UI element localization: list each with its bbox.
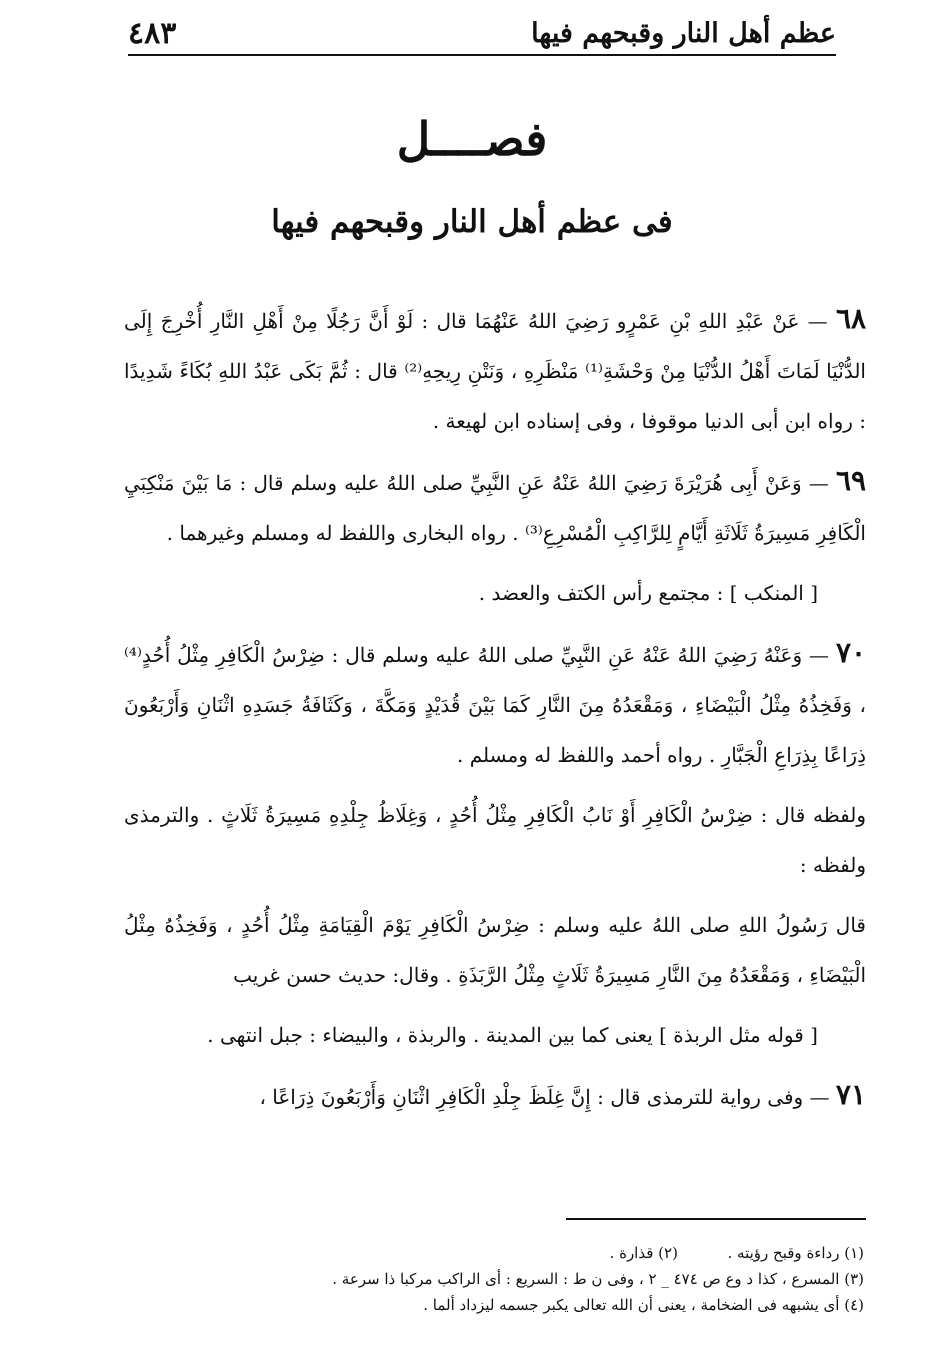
hadith-number: ٧٠ (835, 636, 867, 669)
page-number: ٤٨٣ (128, 16, 177, 51)
footnote-1: (١) رداءة وقبح رؤيته . (727, 1244, 864, 1262)
running-title: عظم أهل النار وقبحهم فيها (531, 18, 836, 49)
hadith-number: ٦٨ (835, 302, 867, 335)
hadith-text: — وَعَنْ أَبِى هُرَيْرَةَ رَضِيَ اللهُ عَنْهُ عَنِ النَّبِيِّ صلى اللهُ عليه وسلم قال : مَا بَيْنَ مَنْكِبَيِ الْكَافِرِ مَسِيرَةُ ثَلَاثَةِ أَيَّامٍ لِلرَّاكِبِ الْمُسْرِعِ⁽³⁾ . رواه البخارى واللفظ له ومسلم وغيرهما . (124, 471, 866, 545)
variant-paragraph: ولفظه قال : ضِرْسُ الْكَافِرِ أَوْ نَابُ الْكَافِرِ مِثْلُ أُحُدٍ ، وَغِلَاظُ جِلْدِهِ مَسِيرَةُ ثَلَاثٍ . والترمذى ولفظه : (124, 803, 866, 877)
footnote-4: (٤) أى يشبهه فى الضخامة ، يعنى أن الله تعالى يكبر جسمه ليزداد ألما . (423, 1296, 864, 1314)
body-text (124, 294, 866, 1132)
hadith-number: ٦٩ (835, 464, 867, 497)
page-header (128, 10, 836, 56)
section-heading: فصــــل (396, 112, 548, 166)
gloss-note: [ المنكب ] : مجتمع رأس الكتف والعضد . (478, 581, 818, 605)
hadith-text: — وَعَنْهُ رَضِيَ اللهُ عَنْهُ عَنِ النَّبِيِّ صلى اللهُ عليه وسلم قال : ضِرْسُ الْكَافِرِ مِثْلُ أُحُدٍ⁽⁴⁾ ، وَفَخِذُهُ مِثْلُ الْبَيْضَاءِ ، وَمَقْعَدُهُ مِنَ النَّارِ كَمَا بَيْنَ قُدَيْدٍ وَمَكَّةَ ، وَكَثَافَةُ جَسَدِهِ اثْنَانِ وَأَرْبَعُونَ ذِرَاعًا بِذِرَاعِ الْجَبَّارِ . رواه أحمد واللفظ له ومسلم . (124, 643, 866, 767)
footnote-2: (٢) قذارة . (609, 1244, 678, 1262)
footnote-rule (566, 1218, 866, 1220)
hadith-paragraph-70 (124, 628, 866, 780)
header-rule (128, 54, 836, 56)
hadith-paragraph-69 (124, 456, 866, 558)
hadith-text: — وفى رواية للترمذى قال : إِنَّ غِلَظَ جِلْدِ الْكَافِرِ اثْنَانِ وَأَرْبَعُونَ ذِرَاعًا ، (259, 1085, 830, 1109)
footnote-row (130, 1240, 864, 1266)
tirmidhi-paragraph: قال رَسُولُ اللهِ صلى اللهُ عليه وسلم : ضِرْسُ الْكَافِرِ يَوْمَ الْقِيَامَةِ مِثْلُ أُحُدٍ ، وَفَخِذُهُ مِثْلُ الْبَيْضَاءِ ، وَمَقْعَدُهُ مِنَ النَّارِ مَسِيرَةُ ثَلَاثٍ مِثْلُ الرَّبَذَةِ . وقال: حديث حسن غريب (124, 913, 866, 987)
hadith-number: ٧١ (835, 1078, 866, 1111)
gloss-note: [ قوله مثل الربذة ] يعنى كما بين المدينة . والربذة ، والبيضاء : جبل انتهى . (207, 1023, 818, 1047)
hadith-text: — عَنْ عَبْدِ اللهِ بْنِ عَمْرٍو رَضِيَ اللهُ عَنْهُمَا قال : لَوْ أَنَّ رَجُلًا مِنْ أَهْلِ النَّارِ أُخْرِجَ إِلَى الدُّنْيَا لَمَاتَ أَهْلُ الدُّنْيَا مِنْ وَحْشَةِ⁽¹⁾ مَنْظَرِهِ ، وَنَتْنِ رِيحِهِ⁽²⁾ قال : ثُمَّ بَكَى عَبْدُ اللهِ بُكَاءً شَدِيدًا : رواه ابن أبى الدنيا موقوفا ، وفى إسناده ابن لهيعة . (124, 309, 866, 433)
footnote-3: (٣) المسرع ، كذا د وع ص ٤٧٤ _ ٢ ، وفى ن ط : السريع : أى الراكب مركبا ذا سرعة . (332, 1270, 864, 1288)
section-subheading: فى عظم أهل النار وقبحهم فيها (271, 204, 673, 240)
footnotes (130, 1240, 864, 1318)
hadith-paragraph-71 (124, 1070, 866, 1122)
hadith-paragraph-68 (124, 294, 866, 446)
